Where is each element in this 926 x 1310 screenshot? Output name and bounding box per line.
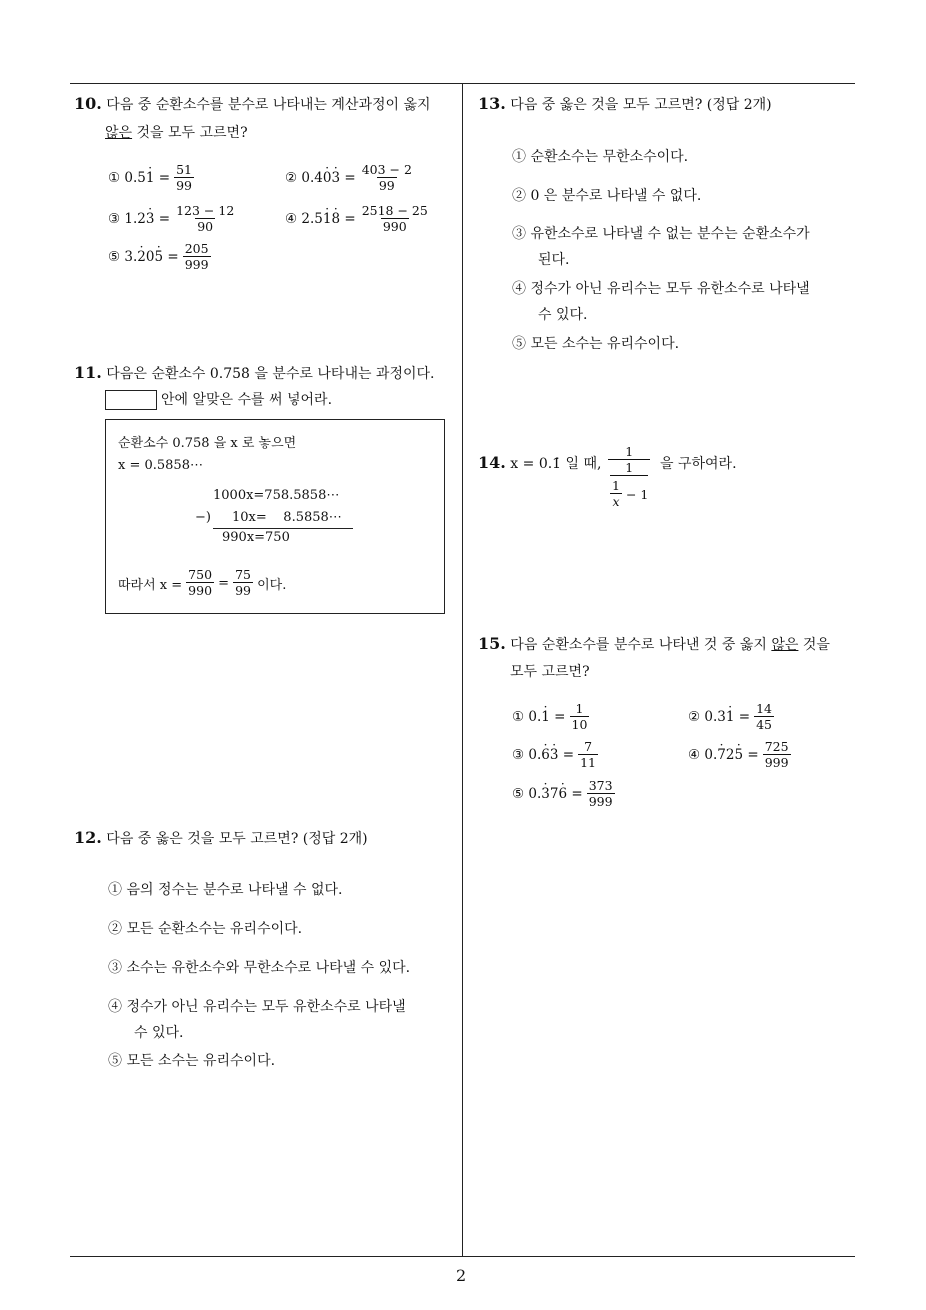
denominator: 999 [764,755,789,770]
q15-option-2[interactable]: ② 0.3 1 · = $\frac{14}{45}$ [688,701,774,733]
fraction [174,203,236,235]
option-mark: ② [512,188,526,204]
option-mark: ② [108,921,122,937]
q15-option-5[interactable]: ⑤ 0. 3 · 7 6 · = $\frac{373}{999}$ [512,778,615,810]
numerator: 205 [184,241,209,256]
box-line-1: 순환소수 0.75̇8̇ 을 x 로 놓으면 [118,436,297,451]
question-13 [478,94,772,114]
conclusion-text: 이다. [257,577,287,593]
q13-option-3[interactable] [512,223,810,243]
repeating-digit: 3 · [541,786,550,802]
q12-option-5[interactable] [108,1050,275,1070]
denominator: 99 [176,178,192,193]
option-text: 모든 순환소수는 유리수이다. [126,921,303,937]
option-text: 모든 소수는 유리수이다. [126,1053,276,1069]
question-text: 다음 중 옳은 것을 모두 고르면? (정답 2개) [106,831,368,847]
question-number: 12. [74,828,102,847]
repeating-digit: 3 · [146,211,155,227]
fraction [610,478,622,510]
option-mark: ③ [108,211,121,227]
q12-option-4-cont: 수 있다. [134,1025,184,1041]
q10-option-5[interactable]: ⑤ 3. 2 · 0 5 · = $\frac{205}{999}$ [108,241,211,273]
question-number: 15. [478,634,506,653]
question-11-line2 [105,389,332,410]
numerator: 725 [764,739,789,754]
option-text: 0 은 분수로 나타낼 수 없다. [530,188,702,204]
option-value: 1.2 [124,211,146,227]
numerator: 1 [625,444,634,459]
fraction [174,162,194,194]
q13-option-5[interactable] [512,333,679,353]
denominator: 10 [571,717,588,732]
q13-option-3-cont: 된다. [538,252,570,268]
repeating-digit: 6 · [558,786,567,802]
question-11 [74,363,434,383]
option-value: 3. [124,249,138,265]
question-text: 다음 중 옳은 것을 모두 고르면? (정답 2개) [510,97,772,113]
question-text: 안에 알맞은 수를 써 넣어라. [161,392,333,408]
option-value: 0.3 [704,709,726,725]
option-mark: ③ [108,960,122,976]
option-value: 0. [528,747,542,763]
repeating-digit: 1 · [541,709,550,725]
box-line-6: 따라서 x = $\frac{750}{990}$ = $\frac{75}{99}$ 이다. [118,567,287,598]
fraction [360,162,414,194]
numerator: 51 [176,162,192,177]
fraction [233,567,253,599]
option-mark: ① [512,709,525,725]
question-text: 것을 모두 고르면? [132,125,248,141]
numerator: 1 [625,460,634,475]
denominator: x [612,494,620,509]
denominator: 999 [588,794,613,809]
repeating-digit: 5 · [734,747,743,763]
q13-option-4-cont: 수 있다. [538,307,588,323]
answer-blank-box[interactable] [105,390,157,410]
fraction [578,739,598,771]
question-number: 10. [74,94,102,113]
box-line-5: 990x=750 [222,530,290,545]
numerator: 14 [756,701,772,716]
option-text: 소수는 유한소수와 무한소수로 나타낼 수 있다. [126,960,411,976]
option-text: 순환소수는 무한소수이다. [530,149,689,165]
question-15-line2: 모두 고르면? [510,664,590,680]
option-value: 2 [725,747,735,763]
denominator: 11 [580,755,596,770]
option-mark: ③ [512,747,525,763]
q13-option-4[interactable] [512,278,810,298]
option-mark: ② [285,170,298,186]
denominator: 45 [756,717,772,732]
option-value: 0 · [323,170,332,186]
question-10-line2 [105,122,248,142]
question-14 [478,453,602,473]
option-mark: ① [512,149,526,165]
q10-option-1[interactable]: ① 0.5 1 · = $\frac{51}{99}$ [108,162,194,194]
option-mark: ① [108,882,122,898]
option-mark: ① [108,170,121,186]
option-text: 유한소수로 나타낼 수 없는 분수는 순환소수가 [530,226,810,242]
expression-text: − 1 [625,486,649,502]
option-mark: ⑤ [512,786,525,802]
denominator: 999 [184,257,209,272]
numerator: 123 − 12 [176,203,235,218]
denominator: 90 [197,219,214,234]
repeating-digit: 1 · [323,211,332,227]
box-line-4: 10x= 8.5858⋯ [232,510,342,525]
repeating-digit: 7 · [717,747,726,763]
numerator: 750 [188,567,213,582]
underlined-negation: 않은 [771,637,799,653]
option-value: 0. [528,709,542,725]
option-mark: ⑤ [108,1053,122,1069]
numerator: 7 [584,739,593,754]
denominator: 99 [235,583,251,598]
fraction [763,739,791,771]
option-text: 음의 정수는 분수로 나타낼 수 없다. [126,882,343,898]
fraction [183,241,211,273]
numerator: 403 − 2 [361,162,412,177]
q13-option-2[interactable] [512,185,701,205]
denominator: 990 [382,219,407,234]
question-15 [478,634,830,654]
fraction [360,203,430,235]
question-text: 다음은 순환소수 0.75̇8̇ 을 분수로 나타내는 과정이다. [106,366,435,382]
question-text: 다음 순환소수를 분수로 나타낸 것 중 옳지 [510,637,772,653]
question-number: 14. [478,453,506,472]
denominator: 99 [378,178,395,193]
option-value: 0.4 [301,170,323,186]
option-mark: ⑤ [512,336,526,352]
question-number: 11. [74,363,102,382]
box-line-2: x = 0.5858⋯ [118,458,203,473]
numerator: 1 [575,701,584,716]
column-divider [462,83,463,1257]
q12-option-4[interactable] [108,996,406,1016]
option-mark: ④ [285,211,298,227]
q12-option-2[interactable] [108,918,302,938]
question-text: 다음 중 순환소수를 분수로 나타내는 계산과정이 옳지 [106,97,431,113]
bottom-rule [70,1256,855,1257]
repeating-digit: 5 · [154,249,163,265]
question-12 [74,828,368,848]
q10-option-4[interactable]: ④ 2.5 1 · 8 · = $\frac{2518 - 25}{990}$ [285,203,430,235]
option-value: 2.5 [301,211,323,227]
question-text: 것을 [798,637,830,653]
conclusion-text: 따라서 x = [118,577,183,593]
fraction [570,701,590,733]
fraction [186,567,214,599]
q15-option-3[interactable]: ③ 0. 6 · 3 · = $\frac{7}{11}$ [512,739,598,771]
q12-option-3[interactable] [108,957,410,977]
repeating-digit: 3 · [331,170,340,186]
option-value: 0 [145,249,155,265]
numerator: 2518 − 25 [361,203,428,218]
question-text: x = 0.1̇ 일 때, [510,456,602,472]
question-10 [74,94,431,114]
repeating-digit: 1 · [726,709,735,725]
subtraction-rule [213,528,353,529]
q15-option-1[interactable]: ① 0. 1 · = $\frac{1}{10}$ [512,701,589,733]
option-mark: ② [688,709,701,725]
question-number: 13. [478,94,506,113]
question-14-tail: 을 구하여라. [660,456,737,472]
q12-option-1[interactable] [108,879,343,899]
denominator: 990 [188,583,213,598]
numerator: 373 [588,778,613,793]
repeating-digit: 3 · [550,747,559,763]
numerator: 1 [612,478,620,493]
box-line-4-sign: −) [195,510,211,525]
repeating-digit: 6 · [541,747,550,763]
page-number: 2 [456,1266,467,1285]
option-value: 0. [528,786,542,802]
repeating-digit: 2 · [137,249,146,265]
option-text: 정수가 아닌 유리수는 모두 유한소수로 나타낼 [530,281,810,297]
q15-option-4[interactable]: ④ 0. 7 · 2 5 · = $\frac{725}{999}$ [688,739,791,771]
option-text: 정수가 아닌 유리수는 모두 유한소수로 나타낼 [126,999,406,1015]
repeating-digit: 8 · [331,211,340,227]
option-text: 모든 소수는 유리수이다. [530,336,680,352]
option-value: 0.5 [124,170,146,186]
repeating-digit: 1 · [146,170,155,186]
fraction [587,778,615,810]
option-mark: ⑤ [108,249,121,265]
numerator: 75 [235,567,251,582]
box-line-3: 1000x=758.5858⋯ [213,488,340,503]
fraction [754,701,774,733]
q13-option-1[interactable] [512,146,688,166]
complex-fraction [608,444,650,510]
option-mark: ④ [512,281,526,297]
q10-option-2[interactable]: ② 0.4 0 · 3 · = $\frac{403 - 2}{99}$ [285,162,414,194]
option-value: 7 [549,786,559,802]
underlined-negation: 않은 [105,125,133,141]
option-mark: ④ [108,999,122,1015]
option-value: 0. [704,747,718,763]
q10-option-3[interactable]: ③ 1.2 3 · = $\frac{123 - 12}{90}$ [108,203,236,235]
option-mark: ③ [512,226,526,242]
option-mark: ④ [688,747,701,763]
